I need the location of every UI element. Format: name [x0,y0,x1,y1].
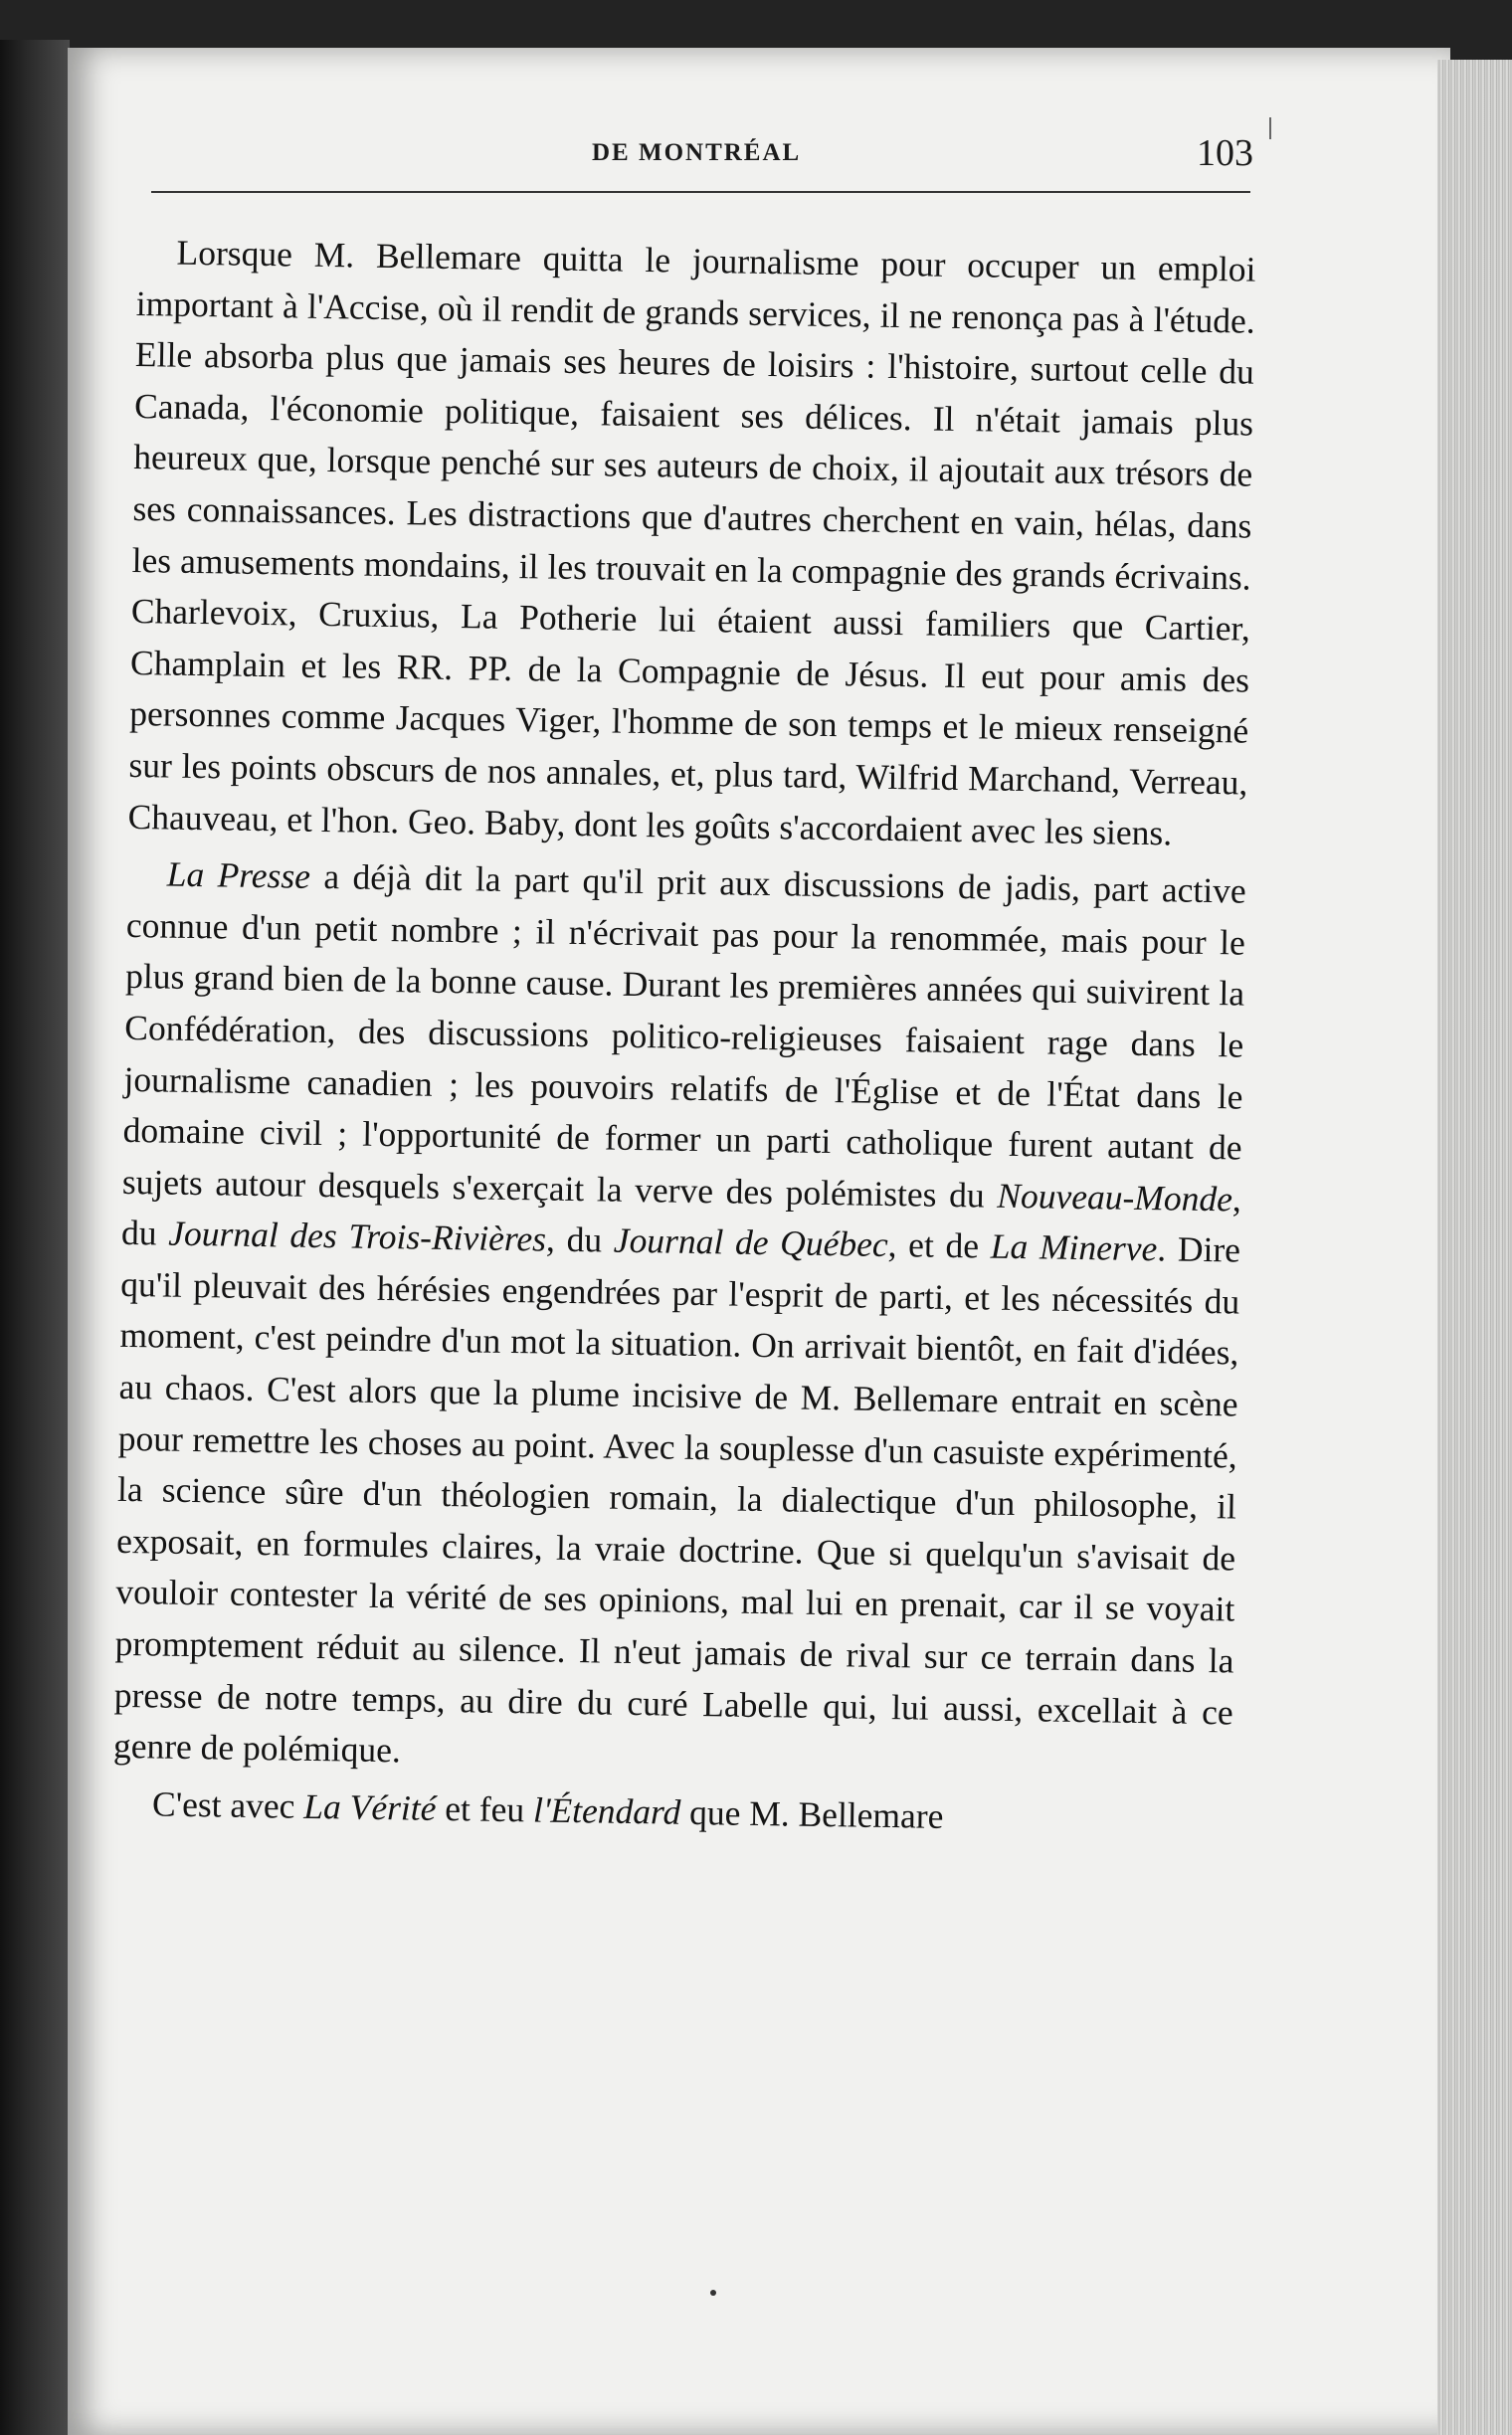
ink-speck [710,2290,716,2296]
italic-text: La Vérité [303,1785,437,1828]
page-header [149,131,1253,181]
text-run: , du [120,1179,1242,1253]
text-run: que M. Bellemare [679,1791,944,1836]
italic-text: La Minerve [990,1225,1158,1269]
running-head: DE MONTRÉAL [592,139,802,166]
paragraph [113,848,1246,1789]
page-edges [1437,60,1512,2435]
page-number: 103 [1197,132,1253,174]
text-run: et feu [436,1787,534,1830]
book-binding-shadow [0,40,70,2435]
italic-text: La Presse [166,853,311,896]
italic-text: Journal des Trois-Rivières [168,1213,547,1259]
body-text [112,227,1256,1847]
text-run: , du [545,1218,615,1260]
text-run: C'est avec [151,1783,304,1826]
text-run: a déjà dit la part qu'il prit aux discussions de jadis, part active connue d'un petit nombre ; il n'écrivait pas pour la renommée, mais pour le plus grand bien de la bonne cause. Durant les premières années qui suivirent la Confédération, des discussions politico-religieuses faisaient rage dans le journalisme canadien ; les pouvoirs relatifs de l'Église et de l'État dans le domaine civil ; l'opportunité de former un parti catholique furent autant de sujets autour desquels s'exerçait la verve des polémistes du [121,855,1246,1216]
text-run: Lorsque M. Bellemare quitta le journalisme pour occuper un emploi important à l'Accise, où il rendit de grands services, il ne renonça pas à l'étude. Elle absorba plus que jamais ses heures de loisirs : l'histoire, surtout celle du Canada, l'économie politique, faisaient ses délices. Il n'était jamais plus heureux que, lorsque penché sur ses auteurs de choix, il ajoutait aux trésors de ses connaissances. Les distractions que d'autres cherchent en vain, hélas, dans les amusements mondains, il les trouvait en la compagnie des grands écrivains. Charlevoix, Cruxius, La Potherie lui étaient aussi familiers que Cartier, Champlain et les RR. PP. de la Compagnie de Jésus. Il eut pour amis des personnes comme Jacques Viger, l'homme de son temps et le mieux renseigné sur les points obscurs de nos annales, et, plus tard, Wilfrid Marchand, Verreau, Chauveau, et l'hon. Geo. Baby, dont les goûts s'accordaient avec les siens. [127,232,1256,852]
scan-mark [1269,117,1271,139]
italic-text: Nouveau-Monde [997,1175,1233,1219]
paragraph [127,227,1256,860]
italic-text: l'Étendard [532,1789,681,1832]
text-run: , et de [887,1224,992,1266]
header-rule [151,191,1250,193]
text-run: . Dire qu'il pleuvait des hérésies engendrées par l'esprit de parti, et les nécessités du moment, c'est peindre d'un mot la situation. On arrivait bientôt, en fait d'idées, au chaos. C'est alors que la plume incisive de M. Bellemare entrait en scène pour remettre les choses au point. Avec la souplesse d'un casuiste expérimenté, la science sûre d'un théologien romain, la dialectique d'un philosophe, il exposait, en formules claires, la vraie doctrine. Que si quelqu'un s'avisait de vouloir contester la vérité de ses opinions, mal lui en prenait, car il se voyait promptement réduit au silence. Il n'eut jamais de rival sur ce terrain dans la presse de notre temps, au dire du curé Labelle qui, lui aussi, excellait à ce genre de polémique. [112,1228,1241,1771]
italic-text: Journal de Québec [613,1219,888,1265]
